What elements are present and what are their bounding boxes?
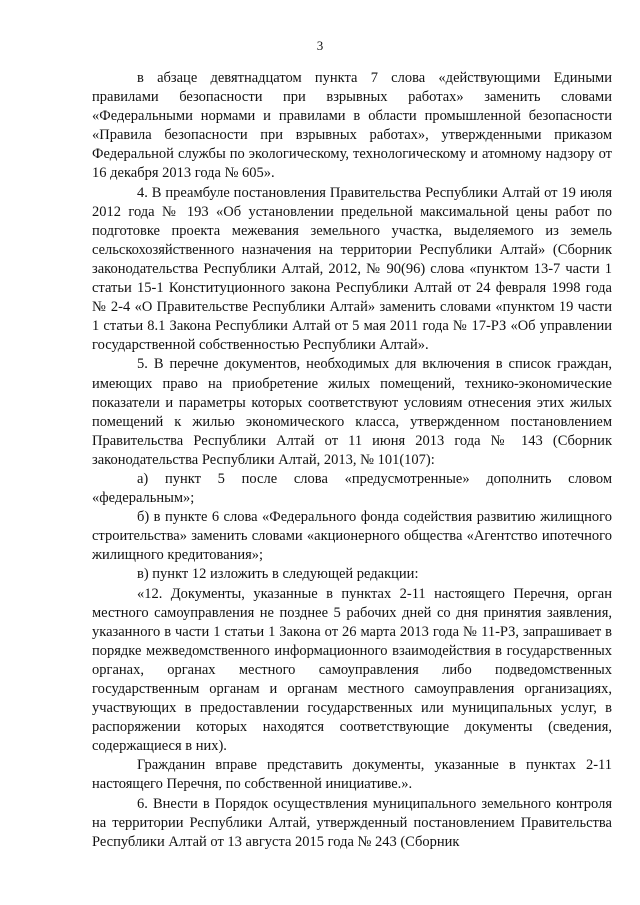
page-number: 3 — [316, 38, 324, 53]
paragraph-item-6: 6. Внести в Порядок осуществления муниципального земельного контроля на территории Республики Алтай, утвержденный постановлением Правительства Республики Алтай от 13 августа 2015 года № 243 (Сборник — [92, 795, 612, 850]
paragraph-subitem-v: в) пункт 12 изложить в следующей редакции: — [137, 566, 419, 583]
paragraph-new-clause-12: «12. Документы, указанные в пунктах 2-11 настоящего Перечня, орган местного самоуправления не позднее 5 рабочих дней со дня принятия заявления, указанного в части 1 статьи 1 Закона от 26 марта 2013 года № 11-РЗ, запрашивает в порядке межведомственного информационного взаимодействия в государственных органах, органах местного самоуправления либо подведомственных государственным органам и органам местного самоуправления организациях, участвующих в предоставлении государственных или муниципальных услуг, в распоряжении которых находятся соответствующие документы (сведения, содержащиеся в них). — [92, 585, 612, 755]
paragraph-item-4: 4. В преамбуле постановления Правительства Республики Алтай от 19 июля 2012 года № 193 «Об установлении предельной максимальной цены работ по подготовке проекта межевания земельного участка, выделяемого из земель сельскохозяйственного назначения на территории Республики Алтай» (Сборник законодательства Республики Алтай, 2012, № 90(96) слова «пунктом 13-7 части 1 статьи 15-1 Конституционного закона Республики Алтай от 24 февраля 1998 года № 2-4 «О Правительстве Республики Алтай» заменить словами «пунктом 19 части 1 статьи 8.1 Закона Республики Алтай от 5 мая 2011 года № 17-РЗ «Об управлении государственной собственностью Республики Алтай». — [92, 184, 612, 354]
paragraph-amendment-clause-7: в абзаце девятнадцатом пункта 7 слова «действующими Едиными правилами безопасности при взрывных работах» заменить словами «Федеральными нормами и правилами в области промышленной безопасности «Правила безопасности при взрывных работах», утвержденными приказом Федеральной службы по экологическому, технологическому и атомному надзору от 16 декабря 2013 года № 605». — [92, 70, 612, 182]
paragraph-citizen-right: Гражданин вправе представить документы, указанные в пунктах 2-11 настоящего Перечня, по собственной инициативе.». — [92, 757, 612, 793]
paragraph-subitem-b: б) в пункте 6 слова «Федерального фонда содействия развитию жилищного строительства» заменить словами «акционерного общества «Агентство ипотечного жилищного кредитования»; — [92, 509, 612, 564]
paragraph-item-5: 5. В перечне документов, необходимых для включения в список граждан, имеющих право на приобретение жилых помещений, технико-экономические показатели и параметры которых соответствуют условиям отнесения этих жилых помещений к жилью экономического класса, утвержденном постановлением Правительства Республики Алтай от 11 июня 2013 года № 143 (Сборник законодательства Республики Алтай, 2013, № 101(107): — [92, 356, 612, 468]
document-body — [92, 69, 612, 852]
paragraph-subitem-a: а) пункт 5 после слова «предусмотренные» дополнить словом «федеральным»; — [92, 470, 612, 507]
